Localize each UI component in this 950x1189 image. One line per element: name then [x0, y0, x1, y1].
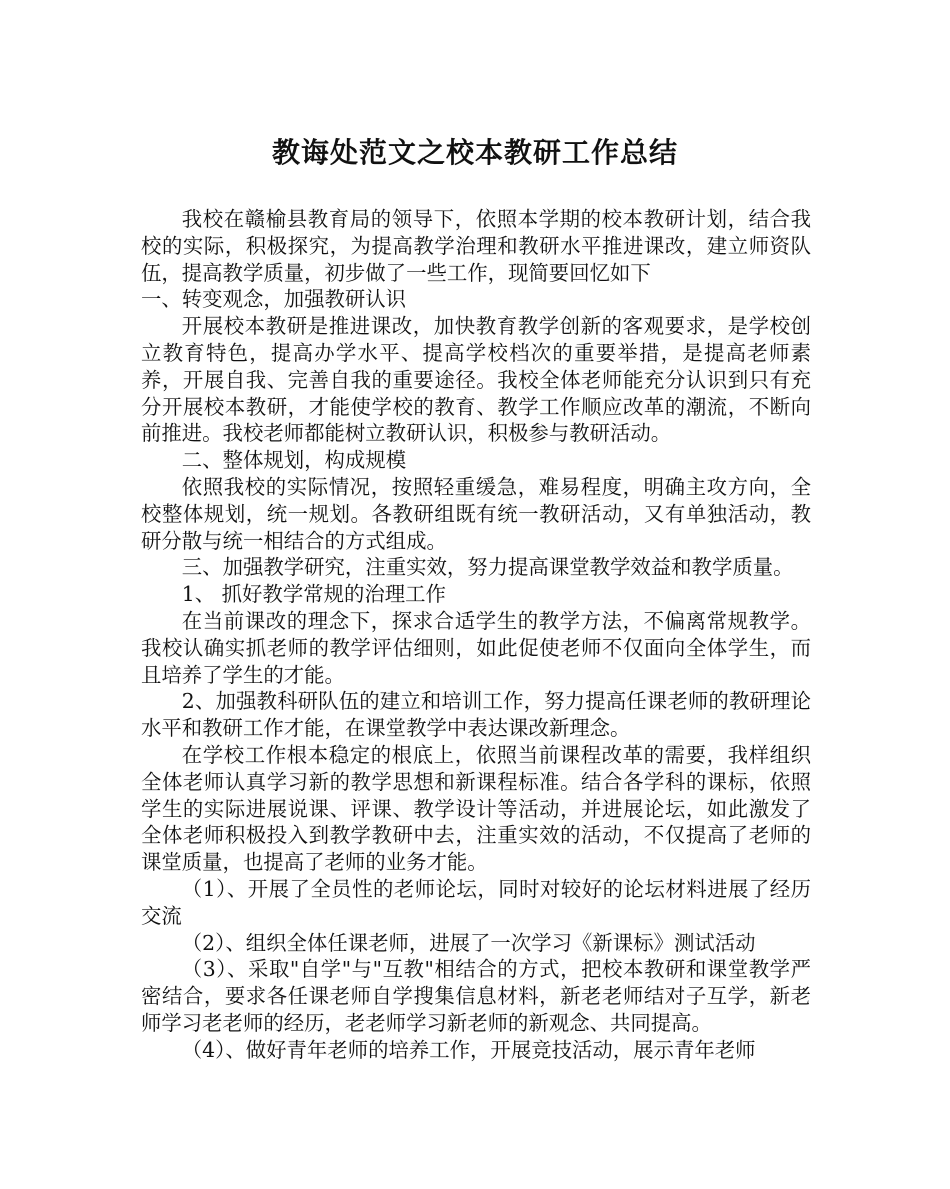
- list-item: （2）、组织全体任课老师，进展了一次学习《新课标》测试活动: [181, 930, 756, 955]
- paragraph: 在当前课改的理念下，探求合适学生的教学方法，不偏离常规教学。我校认确实抓老师的教学评估细则，如此促使老师不仅面向全体学生，而且培养了学生的才能。: [141, 608, 811, 687]
- section-heading: 二、整体规划，构成规模: [181, 448, 407, 473]
- section-heading: 一、转变观念，加强教研认识: [141, 287, 407, 312]
- paragraph: 我校在赣榆县教育局的领导下，依照本学期的校本教研计划，结合我校的实际，积极探究，为提高教学治理和教研水平推进课改，建立师资队伍，提高教学质量，初步做了一些工作，现简要回忆如下: [141, 207, 811, 285]
- paragraph: 依照我校的实际情况，按照轻重缓急，难易程度，明确主攻方向，全校整体规划，统一规划。各教研组既有统一教研活动，又有单独活动，教研分散与统一相结合的方式组成。: [141, 474, 811, 553]
- paragraph: 在学校工作根本稳定的根底上，依照当前课程改革的需要，我样组织全体老师认真学习新的教学思想和新课程标准。结合各学科的课标，依照学生的实际进展说课、评课、教学设计等活动，并进展论坛，如此激发了全体老师积极投入到教学教研中去，注重实效的活动，不仅提高了老师的课堂质量，也提高了老师的业务才能。: [141, 742, 811, 875]
- subsection-heading: 1、 抓好教学常规的治理工作: [181, 582, 446, 607]
- list-item: （3）、采取"自学"与"互教"相结合的方式，把校本教研和课堂教学严密结合，要求各任课老师自学搜集信息材料，新老老师结对子互学，新老师学习老老师的经历，老老师学习新老师的新观念、共同提高。: [141, 957, 811, 1035]
- document-title: 教诲处范文之校本教研工作总结: [271, 136, 678, 169]
- list-item: （1）、开展了全员性的老师论坛，同时对较好的论坛材料进展了经历交流: [141, 876, 811, 928]
- paragraph: 开展校本教研是推进课改，加快教育教学创新的客观要求，是学校创立教育特色，提高办学水平、提高学校档次的重要举措，是提高老师素养，开展自我、完善自我的重要途径。我校全体老师能充分认识到只有充分开展校本教研，才能使学校的教育、教学工作顺应改革的潮流，不断向前推进。我校老师都能树立教研认识，积极参与教研活动。: [141, 314, 811, 446]
- document-body: [141, 206, 811, 1064]
- section-heading: 三、加强教学研究，注重实效，努力提高课堂教学效益和教学质量。: [181, 555, 794, 580]
- subsection-heading: 2、加强教科研队伍的建立和培训工作，努力提高任课老师的教研理论水平和教研工作才能，在课堂教学中表达课改新理念。: [141, 689, 811, 741]
- list-item: （4）、做好青年老师的培养工作，开展竞技活动，展示青年老师: [181, 1037, 756, 1062]
